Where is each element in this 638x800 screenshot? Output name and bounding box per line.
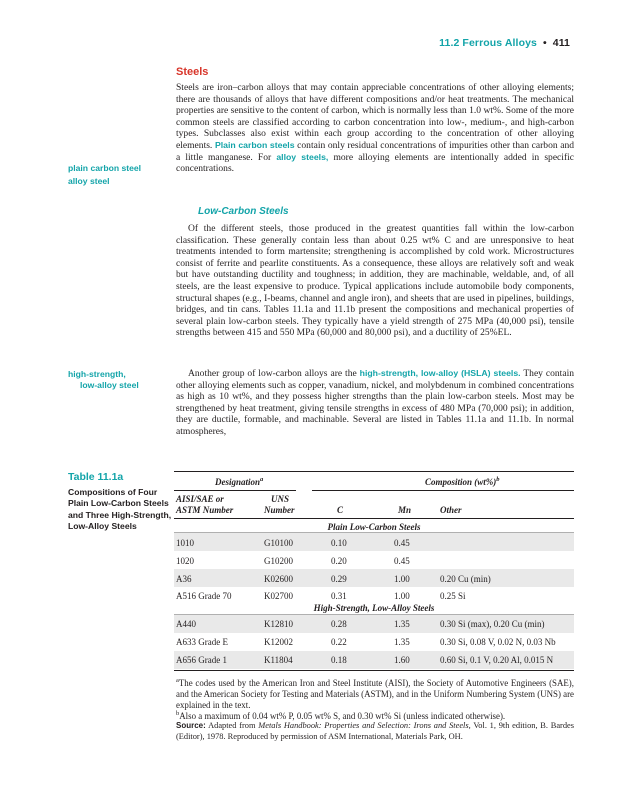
margin-term-hsla-line2: low-alloy steel xyxy=(80,380,139,390)
low-carbon-heading: Low-Carbon Steels xyxy=(198,206,289,217)
low-carbon-paragraph-1: Of the different steels, those produced in the greatest quantities fall within the low-carbon classification. These generally contain less than about 0.25 wt% C and are unresponsive to heat treatments intended to form martensite; strengthening is accomplished by cold work. Microstructures consist of ferrite and pearlite constituents. As a consequence, these alloys are relatively soft and weak but have outstanding ductility and toughness; in addition, they are machinable, weldable, and, of all steels, are the least expensive to produce. Typical applications include automobile body components, structural shapes (e.g., I-beams, channel and angle iron), and sheets that are used in pipelines, buildings, bridges, and tin cans. Tables 11.1a and 11.1b present the compositions and mechanical properties of several plain low-carbon steels. They typically have a yield strength of 275 MPa (40,000 psi), tensile strengths between 415 and 550 MPa (60,000 and 80,000 psi), and a ductility of 25%EL. xyxy=(176,223,574,339)
table-bottom-rule xyxy=(174,670,574,671)
steels-text-3: more alloying elements are intentionally added in specific concentrations. xyxy=(176,151,575,175)
header-aisi-line2: ASTM Number xyxy=(176,505,234,515)
designation-rule xyxy=(174,490,296,491)
hsla-text-start: Another group of low-carbon alloys are the xyxy=(188,368,357,379)
header-designation: Designation$^a$ xyxy=(215,476,264,487)
table-source: Source: Adapted from Metals Handbook: Properties and Selection: Irons and Steels, Vol. 1, 9th edition, B. Bardes (Editor), 1978. Reproduced by permission of ASM International, Materials Park, OH. xyxy=(176,721,574,741)
term-plain-carbon-steels: Plain carbon steels xyxy=(214,139,295,150)
term-alloy-steels: alloy steels, xyxy=(276,151,329,162)
page-number: 411 xyxy=(552,37,570,49)
header-composition: Composition $(wt\%)^b$ xyxy=(425,476,500,487)
header-aisi-line1: AISI/SAE or xyxy=(176,494,224,504)
margin-term-hsla-line1: high-strength, xyxy=(68,369,126,379)
margin-term-plain-carbon-steel: plain carbon steel xyxy=(68,163,142,173)
steels-text-2: contain only residual concentrations of impurities other than carbon and a little manganese. For xyxy=(176,139,575,163)
steels-paragraph xyxy=(176,82,574,175)
row-shade-1010 xyxy=(174,533,574,551)
header-bottom-rule xyxy=(174,518,574,519)
group-title-plain: Plain Low-Carbon Steels xyxy=(327,522,421,532)
steels-heading: Steels xyxy=(176,66,209,78)
header-uns-line2: Number xyxy=(264,505,295,515)
footnote-b: $^b$Also a maximum of 0.04 wt% P, 0.05 wt% S, and 0.30 wt% Si (unless indicated otherwise). xyxy=(176,710,506,721)
steels-text-1: Steels are iron–carbon alloys that may contain appreciable concentrations of other alloying elements; there are thousands of alloys that have different compositions and/or heat treatments. The mechanical properties are sensitive to the content of carbon, which is normally less than 1.0 wt%. Some of the more common steels are classified according to carbon concentration into low-, medium-, and high-carbon types. Subclasses also exist within each group according to the concentration of other alloying elements. xyxy=(176,82,574,151)
table-top-rule xyxy=(174,471,574,472)
table-label: Table 11.1a xyxy=(68,471,124,483)
section-title: 11.2 Ferrous Alloys xyxy=(439,37,537,49)
header-other: Other xyxy=(440,505,462,515)
composition-rule xyxy=(312,490,574,491)
header-separator: • xyxy=(542,37,547,49)
header-uns-line1: UNS xyxy=(271,494,290,504)
footnote-a: $^a$The codes used by the American Iron and Steel Institute (AISI), the Society of Automotive Engineers (SAE), and the American Society for Testing and Materials (ASTM), and in the Uniform Numbering System (UNS) are explained in the text. xyxy=(176,677,574,710)
low-carbon-paragraph-2 xyxy=(176,368,574,438)
margin-term-alloy-steel: alloy steel xyxy=(68,176,110,186)
term-hsla-steels: high-strength, low-alloy (HSLA) steels. xyxy=(359,368,521,378)
row-shade-a36 xyxy=(174,569,574,587)
header-c: C xyxy=(337,505,344,515)
hsla-text-rest: They contain other alloying elements such as copper, vanadium, nickel, and molybdenum in combined concentrations as high as 10 wt%, and they possess higher strengths than the plain low-carbon steels. Most may be strengthened by heat treatment, giving tensile strengths in excess of 480 MPa (70,000 psi); in addition, they are ductile, formable, and machinable. Several are listed in Tables 11.1a and 11.1b. In normal atmospheres, xyxy=(176,368,574,437)
running-head xyxy=(439,37,570,49)
table-caption: Compositions of Four Plain Low-Carbon Steels and Three High-Strength, Low-Alloy Steels xyxy=(68,487,172,532)
group-title-hsla: High-Strength, Low-Alloy Steels xyxy=(313,603,435,613)
header-mn: Mn xyxy=(398,505,412,515)
